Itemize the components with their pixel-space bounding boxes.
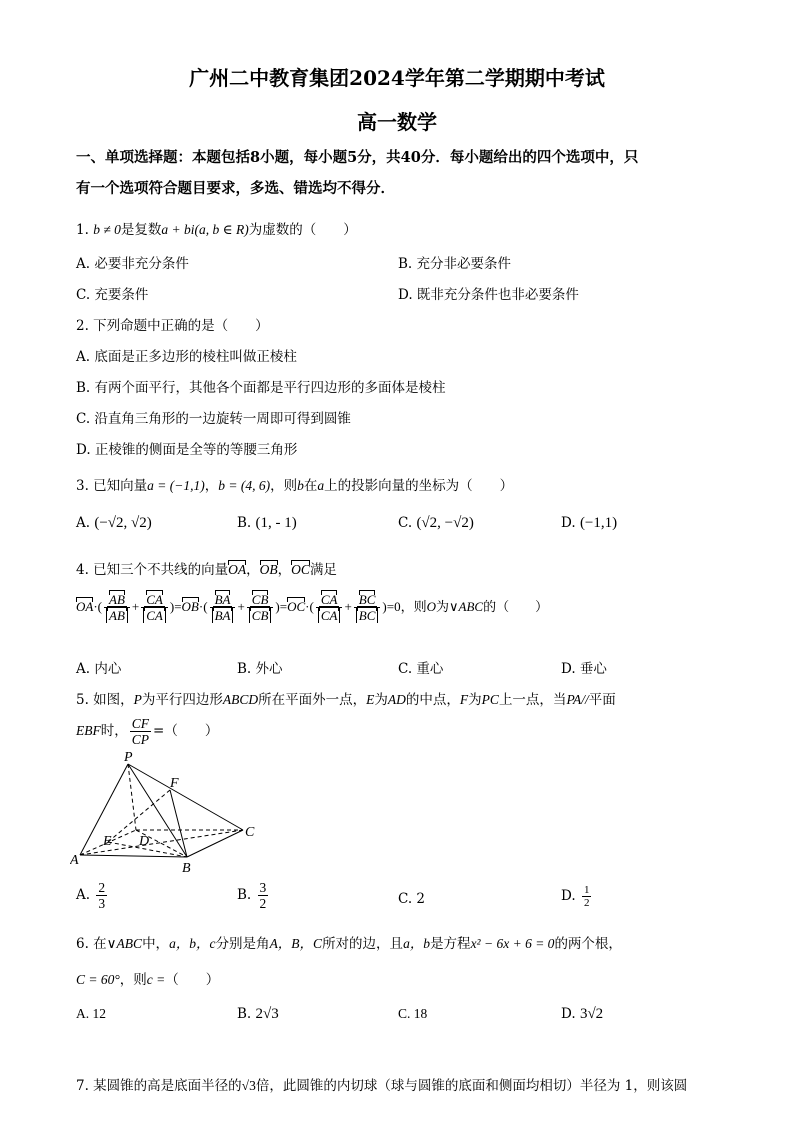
question-1-stem	[76, 218, 357, 238]
q2-option-a: A. 底面是正多边形的棱柱叫做正棱柱	[76, 349, 297, 365]
q6-option-d-value: 3√2	[579, 1006, 604, 1022]
q4-plus: +	[344, 599, 352, 614]
section-instructions-line1: 一、单项选择题：本题包括8小题，每小题5分，共40分．每小题给出的四个选项中，只	[76, 149, 639, 166]
q3-option-a-value: (−√2, √2)	[94, 515, 152, 531]
q4-frac-ca-den: CA	[143, 608, 166, 623]
q2-option-b: B. 有两个面平行，其他各个面都是平行四边形的多面体是棱柱	[76, 380, 446, 396]
label-f: F	[170, 776, 179, 791]
q5-option-b	[237, 880, 270, 911]
q3-option-d-label: D.	[561, 515, 576, 531]
q6-l1c: 分别是角	[215, 936, 270, 952]
label-b: B	[182, 861, 191, 876]
q5-a-den: 3	[98, 896, 106, 911]
q4-frac-ab	[104, 592, 130, 623]
q4-tail3: 的（ ）	[483, 600, 549, 615]
q4-frac-bc-num: BC	[358, 592, 376, 607]
q1-option-b: B. 充分非必要条件	[398, 256, 512, 272]
exam-subtitle: 高一数学	[357, 110, 437, 134]
q5-l2a: 时，	[100, 723, 128, 739]
q3-vector-a-def: a = (−1,1)	[147, 478, 205, 493]
q6-angles: A，B，C	[269, 936, 323, 951]
q1-number: 1.	[76, 222, 89, 238]
q4-eq-ob: OB	[181, 599, 199, 614]
question-7-stem	[76, 1074, 687, 1094]
q7-l1b: 倍，此圆锥的内切球（球与圆锥的底面和侧面均相切）半径为 1，则该圆	[255, 1078, 688, 1094]
question-6-stem-line1	[76, 932, 622, 952]
q4-eq-oa: OA	[76, 599, 94, 614]
label-a: A	[70, 853, 79, 868]
q4-frac-ba	[210, 592, 236, 623]
label-d: D	[139, 834, 150, 849]
q5-option-b-label: B.	[237, 887, 252, 903]
question-5-stem-line2	[76, 716, 218, 747]
q4-triangle: ∨ABC	[449, 599, 484, 614]
q6-c-eq: c =	[146, 972, 166, 987]
q4-option-b: B. 外心	[237, 661, 283, 677]
q4-frac-cb-num: CB	[251, 592, 269, 607]
q4-comma: ，	[277, 562, 292, 578]
q4-eq-dot: ·(	[305, 599, 314, 614]
q4-eq: )=	[275, 599, 288, 614]
q5-l1c: 所在平面外一点，	[258, 692, 367, 708]
q5-b-den: 2	[259, 896, 267, 911]
q4-frac-ca2-num: CA	[320, 592, 338, 607]
q4-tail1: ，则	[400, 600, 427, 615]
q3-on: 在	[303, 478, 318, 494]
q4-eq-oc: OC	[287, 599, 306, 614]
q5-fraction	[130, 716, 151, 747]
q6-option-d	[561, 1006, 603, 1023]
q5-option-a-frac	[96, 880, 107, 911]
q1-condition: b ≠ 0	[93, 222, 121, 237]
q3-stem2: ，则	[270, 478, 298, 494]
q4-comma: ，	[246, 562, 260, 578]
q6-option-b	[237, 1006, 279, 1023]
q3-vector-b: b	[297, 478, 304, 493]
q5-d-num: 1	[583, 884, 590, 896]
q5-e: E	[366, 692, 375, 707]
q5-frac-den: CP	[131, 732, 150, 747]
q5-option-a	[76, 880, 109, 911]
q4-eq-dot: ·(	[198, 599, 208, 614]
label-c: C	[245, 825, 255, 840]
edge-pc	[128, 764, 243, 830]
q5-abcd: ABCD	[222, 692, 259, 707]
q6-l1d: 所对的边，且	[322, 936, 404, 952]
q4-frac-bc	[354, 592, 381, 623]
q6-option-a: A. 12	[76, 1006, 106, 1021]
q5-frac-num: CF	[131, 716, 150, 731]
q2-option-c: C. 沿直角三角形的一边旋转一周即可得到圆锥	[76, 411, 351, 427]
exam-title: 广州二中教育集团2024学年第二学期期中考试	[189, 66, 605, 90]
q6-option-b-label: B.	[237, 1006, 252, 1022]
q3-option-b-label: B.	[237, 515, 252, 531]
q5-l2b: =（ ）	[153, 723, 219, 739]
q5-l1d: 为	[374, 692, 388, 708]
q4-vector-ob: OB	[259, 562, 278, 577]
q3-vector-a: a	[317, 478, 325, 493]
q4-frac-ca2-den: CA	[318, 608, 341, 623]
q4-frac-ba-den: BA	[212, 608, 234, 623]
q3-option-b	[237, 515, 297, 532]
q6-l2b: ，则	[119, 972, 147, 988]
q6-option-b-value: 2√3	[255, 1006, 279, 1022]
q5-pc: PC	[481, 692, 499, 707]
q6-abc: a，b，c	[169, 936, 216, 951]
q4-eq-dot: ·(	[93, 599, 103, 614]
q6-option-c: C. 18	[398, 1006, 428, 1021]
q5-option-d-label: D.	[561, 888, 576, 904]
q7-sqrt3: √3	[241, 1078, 256, 1093]
question-5-stem-line1	[76, 688, 616, 708]
q5-l1a: 5. 如图，	[76, 692, 134, 708]
q6-l1f: 的两个根，	[554, 936, 622, 952]
q4-stem2: 满足	[309, 562, 337, 578]
q4-vector-oa: OA	[228, 562, 247, 577]
q4-stem1: 4. 已知三个不共线的向量	[76, 562, 229, 578]
q5-pa: PA//	[566, 692, 589, 707]
q5-d-den: 2	[583, 897, 590, 909]
q3-sep: ，	[204, 478, 219, 494]
q5-ebf: EBF	[76, 723, 101, 738]
q5-l1b: 为平行四边形	[141, 692, 223, 708]
q6-l1e: 是方程	[430, 936, 471, 952]
q7-l1a: 7. 某圆锥的高是底面半径的	[76, 1078, 242, 1094]
q5-l1g: 上一点，当	[498, 692, 567, 708]
q5-option-d-frac	[582, 884, 592, 909]
q4-frac-ab-den: AB	[106, 608, 128, 623]
q4-option-a: A. 内心	[76, 661, 122, 677]
q3-option-d-value: (−1,1)	[579, 515, 618, 531]
question-2-stem: 2. 下列命题中正确的是（ ）	[76, 318, 269, 334]
q5-option-d	[561, 884, 593, 909]
q4-frac-bc-den: BC	[356, 608, 379, 623]
q5-p: P	[133, 692, 142, 707]
q4-frac-ca-num: CA	[146, 592, 163, 607]
q1-option-d: D. 既非充分条件也非必要条件	[398, 287, 579, 303]
q4-frac-ca2	[316, 592, 343, 623]
q5-a-num: 2	[98, 880, 106, 895]
q2-option-d: D. 正棱锥的侧面是全等的等腰三角形	[76, 442, 298, 458]
q6-ab: a，b	[403, 936, 431, 951]
q4-frac-ba-num: BA	[214, 592, 231, 607]
question-6-stem-line2	[76, 968, 219, 988]
q4-plus: +	[131, 599, 140, 614]
q4-point-o: O	[426, 599, 436, 614]
q3-stem1: 3. 已知向量	[76, 478, 148, 494]
q5-option-a-label: A.	[76, 887, 91, 903]
question-4-stem	[76, 558, 337, 578]
label-p: P	[124, 750, 133, 765]
q5-l1e: 的中点，	[405, 692, 460, 708]
q1-expression: a + bi(a, b ∈ R)	[161, 222, 249, 237]
q3-option-c-value: (√2, −√2)	[416, 515, 474, 531]
q4-option-d: D. 垂心	[561, 661, 607, 677]
q4-plus: +	[237, 599, 245, 614]
q1-text1: 是复数	[120, 222, 162, 238]
q5-b-num: 3	[259, 880, 267, 895]
q1-text2: 为虚数的（ ）	[248, 222, 357, 238]
label-e: E	[103, 834, 112, 849]
q3-option-b-value: (1, - 1)	[255, 515, 297, 531]
q6-triangle: ∨ABC	[106, 936, 143, 951]
q5-l1f: 为	[468, 692, 482, 708]
q4-frac-ca	[141, 592, 168, 623]
q4-eq0: )=0	[382, 599, 401, 614]
q4-eq: )=	[169, 599, 182, 614]
q3-option-c	[398, 515, 474, 532]
edge-fb	[170, 790, 187, 857]
q6-l1a: 6. 在	[76, 936, 107, 952]
section-instructions-line2: 有一个选项符合题目要求，多选、错选均不得分．	[76, 180, 395, 197]
edge-ab	[80, 855, 187, 857]
q5-ad: AD	[387, 692, 406, 707]
q4-tail2: 为	[436, 600, 450, 615]
q6-angle-c: C = 60°	[76, 972, 120, 987]
q4-equation	[76, 592, 548, 623]
q3-vector-b-def: b = (4, 6)	[218, 478, 271, 493]
q6-equation: x² − 6x + 6 = 0	[470, 936, 555, 951]
q3-option-a	[76, 515, 152, 532]
q5-l1h: 平面	[588, 692, 616, 708]
q4-frac-cb-den: CB	[249, 608, 272, 623]
q6-option-d-label: D.	[561, 1006, 576, 1022]
q5-option-c: C. 2	[398, 891, 426, 907]
question-3-stem	[76, 474, 513, 494]
q6-l2d: （ ）	[165, 972, 220, 988]
q5-pyramid-figure	[70, 750, 270, 880]
q5-option-b-frac	[258, 880, 269, 911]
q3-stem3: 上的投影向量的坐标为（ ）	[324, 478, 514, 494]
q3-option-d	[561, 515, 617, 532]
q5-f: F	[459, 692, 469, 707]
q4-option-c: C. 重心	[398, 661, 444, 677]
q4-frac-cb	[247, 592, 274, 623]
q1-option-c: C. 充要条件	[76, 287, 149, 303]
q4-frac-ab-num: AB	[109, 592, 125, 607]
q4-vector-oc: OC	[291, 562, 310, 577]
q3-option-a-label: A.	[76, 515, 91, 531]
q3-option-c-label: C.	[398, 515, 413, 531]
q1-option-a: A. 必要非充分条件	[76, 256, 189, 272]
q6-l1b: 中，	[142, 936, 170, 952]
